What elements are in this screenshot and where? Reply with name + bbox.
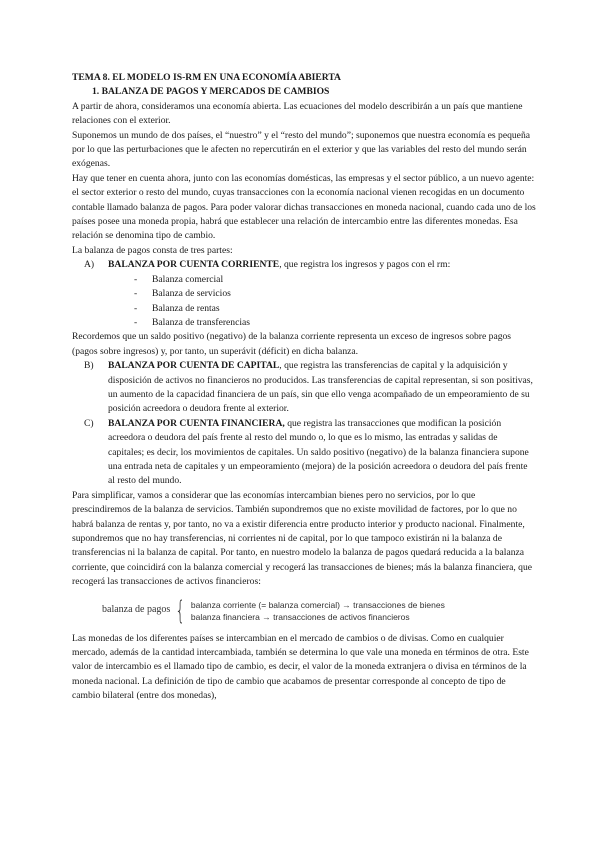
section-b-heading: BALANZA POR CUENTA DE CAPITAL [108, 360, 280, 372]
section-c-text: que registra las transacciones que modifican la posición acreedora o deudora del país frente al resto del mundo o, lo que es lo mismo, las entradas y salidas de capitales; es decir, los movimientos de capitales. Un saldo positivo (negativo) de la balanza financiera supone una entrada neta de capitales y un empeoramiento (mejora) de la posición acreedora o deudora del país frente al resto del mundo. [108, 417, 529, 487]
list-item-text: Balanza comercial [152, 273, 224, 285]
section-heading: 1. BALANZA DE PAGOS Y MERCADOS DE CAMBIOS [92, 86, 330, 98]
list-item [134, 273, 536, 287]
list-item-text: Balanza de transferencias [152, 316, 251, 328]
section-a-body [108, 258, 536, 272]
list-dash: - [134, 316, 138, 328]
section-c-heading: BALANZA POR CUENTA FINANCIERA, [108, 417, 285, 429]
formula-lhs: balanza de pagos [102, 604, 171, 616]
section-a-text: , que registra los ingresos y pagos con el rm: [279, 259, 451, 271]
list-item [134, 287, 536, 301]
section-b-body [108, 359, 536, 417]
section-c-financial-account [84, 417, 536, 489]
section-c-letter: C) [84, 417, 94, 429]
brace-symbol: { [175, 595, 186, 626]
section-b-text: , que registra las transferencias de capital y la adquisición y disposición de activos no financieros no producidos. Las transferencias de capital representan, si son positivas, un aumento de la capacidad financiera de un país, sin que ello venga acompañado de un empeoramiento de su posición acreedora o deudora frente al exterior. [108, 360, 533, 415]
section-a-heading: BALANZA POR CUENTA CORRIENTE [108, 259, 280, 271]
paragraph-two-countries: Suponemos un mundo de dos países, el “nuestro” y el “resto del mundo”; suponemos que nuestra economía es pequeña por lo que las perturbaciones que le afecten no repercutirán en el exterior y que las variables del resto del mundo serán exógenas. [72, 129, 530, 170]
paragraph-simplify: Para simplificar, vamos a considerar que las economías intercambian bienes pero no servicios, por lo que prescindiremos de la balanza de servicios. También supondremos que no existe movilidad de factores, por lo que no habrá balanza de rentas y, por tanto, no va a existir diferencia entre producto interior y producto nacional. Finalmente, supondremos que no hay transferencias, ni corrientes ni de capital, por lo que tampoco existirán ni la balanza de transferencias ni la balanza de capital. Por tanto, en nuestro modelo la balanza de pagos quedará reducida a la balanza corriente, que coincidirá con la balanza comercial y recogerá las transacciones de bienes; más la balanza financiera, que recogerá las transacciones de activos financieros: [72, 489, 532, 588]
section-c-body [108, 417, 536, 489]
list-item-text: Balanza de rentas [152, 302, 220, 314]
list-item [134, 302, 536, 316]
document-title: TEMA 8. EL MODELO IS-RM EN UNA ECONOMÍA ABIERTA [72, 72, 341, 83]
section-b-capital-account [84, 359, 536, 417]
paragraph-parts: La balanza de pagos consta de tres partes: [72, 244, 233, 256]
formula-row-financial: balanza financiera → transacciones de activos financieros [190, 611, 410, 622]
list-item [134, 316, 536, 330]
section-b-letter: B) [84, 360, 94, 372]
formula-row-current: balanza corriente (= balanza comercial) → transacciones de bienes [190, 599, 445, 610]
list-item-text: Balanza de servicios [152, 288, 231, 300]
current-account-list [72, 273, 536, 331]
section-a-current-account [84, 258, 536, 272]
list-dash: - [134, 273, 138, 285]
list-dash: - [134, 302, 138, 314]
balance-of-payments-formula [102, 595, 536, 626]
section-a-letter: A) [84, 259, 95, 271]
paragraph-current-balance: Recordemos que un saldo positivo (negativo) de la balanza corriente representa un exceso de ingresos sobre pagos (pagos sobre ingresos) y, por tanto, un superávit (déficit) en dicha balanza. [72, 331, 512, 357]
paragraph-exchange-market: Las monedas de los diferentes países se intercambian en el mercado de cambios o de divisas. Como en cualquier mercado, además de la cantidad intercambiada, también se determina lo que vale una moneda en términos de otra. Este valor de intercambio es el llamado tipo de cambio, es decir, el valor de la moneda extranjera o divisa en términos de la moneda nacional. La definición de tipo de cambio que acabamos de presentar corresponde al concepto de tipo de cambio bilateral (entre dos monedas), [72, 632, 529, 702]
formula-rows [191, 599, 445, 623]
paragraph-external-sector: Hay que tener en cuenta ahora, junto con las economías domésticas, las empresas y el sector público, a un nuevo agente: el sector exterior o resto del mundo, cuyas transacciones con la economía nacional vienen recogidas en un documento contable llamado balanza de pagos. Para poder valorar dichas transacciones en moneda nacional, cuando cada uno de los países posee una moneda propia, habrá que establecer una relación de intercambio entre las diferentes monedas. Esa relación se denomina tipo de cambio. [72, 172, 536, 242]
paragraph-intro: A partir de ahora, consideramos una economía abierta. Las ecuaciones del modelo describirán a un país que mantiene relaciones con el exterior. [72, 100, 523, 127]
list-dash: - [134, 288, 138, 300]
